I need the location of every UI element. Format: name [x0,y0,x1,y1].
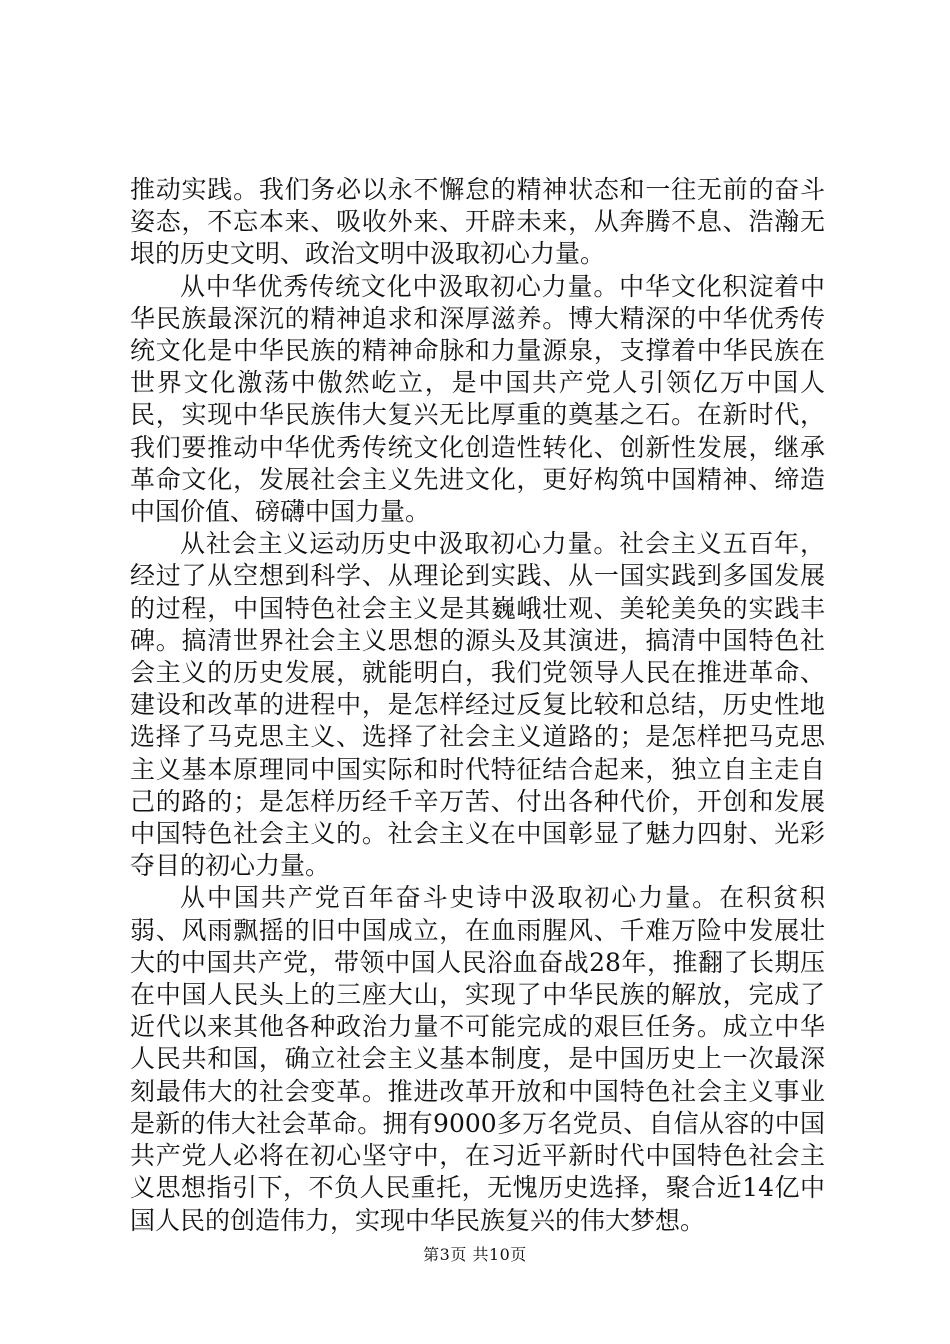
page-number-footer: 第3页 共10页 [423,1245,527,1264]
paragraph-traditional-culture: 从中华优秀传统文化中汲取初心力量。中华文化积淀着中华民族最深沉的精神追求和深厚滋养。博大精深的中华优秀传统文化是中华民族的精神命脉和力量源泉，支撑着中华民族在世界文化激荡中傲然屹立，是中国共产党人引领亿万中国人民，实现中华民族伟大复兴无比厚重的奠基之石。在新时代，我们要推动中华优秀传统文化创造性转化、创新性发展，继承革命文化，发展社会主义先进文化，更好构筑中国精神、缔造中国价值、磅礴中国力量。 [130,271,825,527]
paragraph-socialist-movement: 从社会主义运动历史中汲取初心力量。社会主义五百年，经过了从空想到科学、从理论到实践、从一国实践到多国发展的过程，中国特色社会主义是其巍峨壮观、美轮美奂的实践丰碑。搞清世界社会主义思想的源头及其演进，搞清中国特色社会主义的历史发展，就能明白，我们党领导人民在推进革命、建设和改革的进程中，是怎样经过反复比较和总结，历史性地选择了马克思主义、选择了社会主义道路的；是怎样把马克思主义基本原理同中国实际和时代特征结合起来，独立自主走自己的路的；是怎样历经千辛万苦、付出各种代价，开创和发展中国特色社会主义的。社会主义在中国彰显了魅力四射、光彩夺目的初心力量。 [130,529,825,881]
paragraph-continuation: 推动实践。我们务必以永不懈怠的精神状态和一往无前的奋斗姿态，不忘本来、吸收外来、开辟未来，从奔腾不息、浩瀚无垠的历史文明、政治文明中汲取初心力量。 [130,175,825,269]
document-body [130,174,825,1237]
paragraph-party-history: 从中国共产党百年奋斗史诗中汲取初心力量。在积贫积弱、风雨飘摇的旧中国成立，在血雨腥风、千难万险中发展壮大的中国共产党，带领中国人民浴血奋战28年，推翻了长期压在中国人民头上的三座大山，实现了中华民族的解放，完成了近代以来其他各种政治力量不可能完成的艰巨任务。成立中华人民共和国，确立社会主义基本制度，是中国历史上一次最深刻最伟大的社会变革。推进改革开放和中国特色社会主义事业是新的伟大社会革命。拥有9000多万名党员、自信从容的中国共产党人必将在初心坚守中，在习近平新时代中国特色社会主义思想指引下，不负人民重托，无愧历史选择，聚合近14亿中国人民的创造伟力，实现中华民族复兴的伟大梦想。 [130,883,825,1235]
